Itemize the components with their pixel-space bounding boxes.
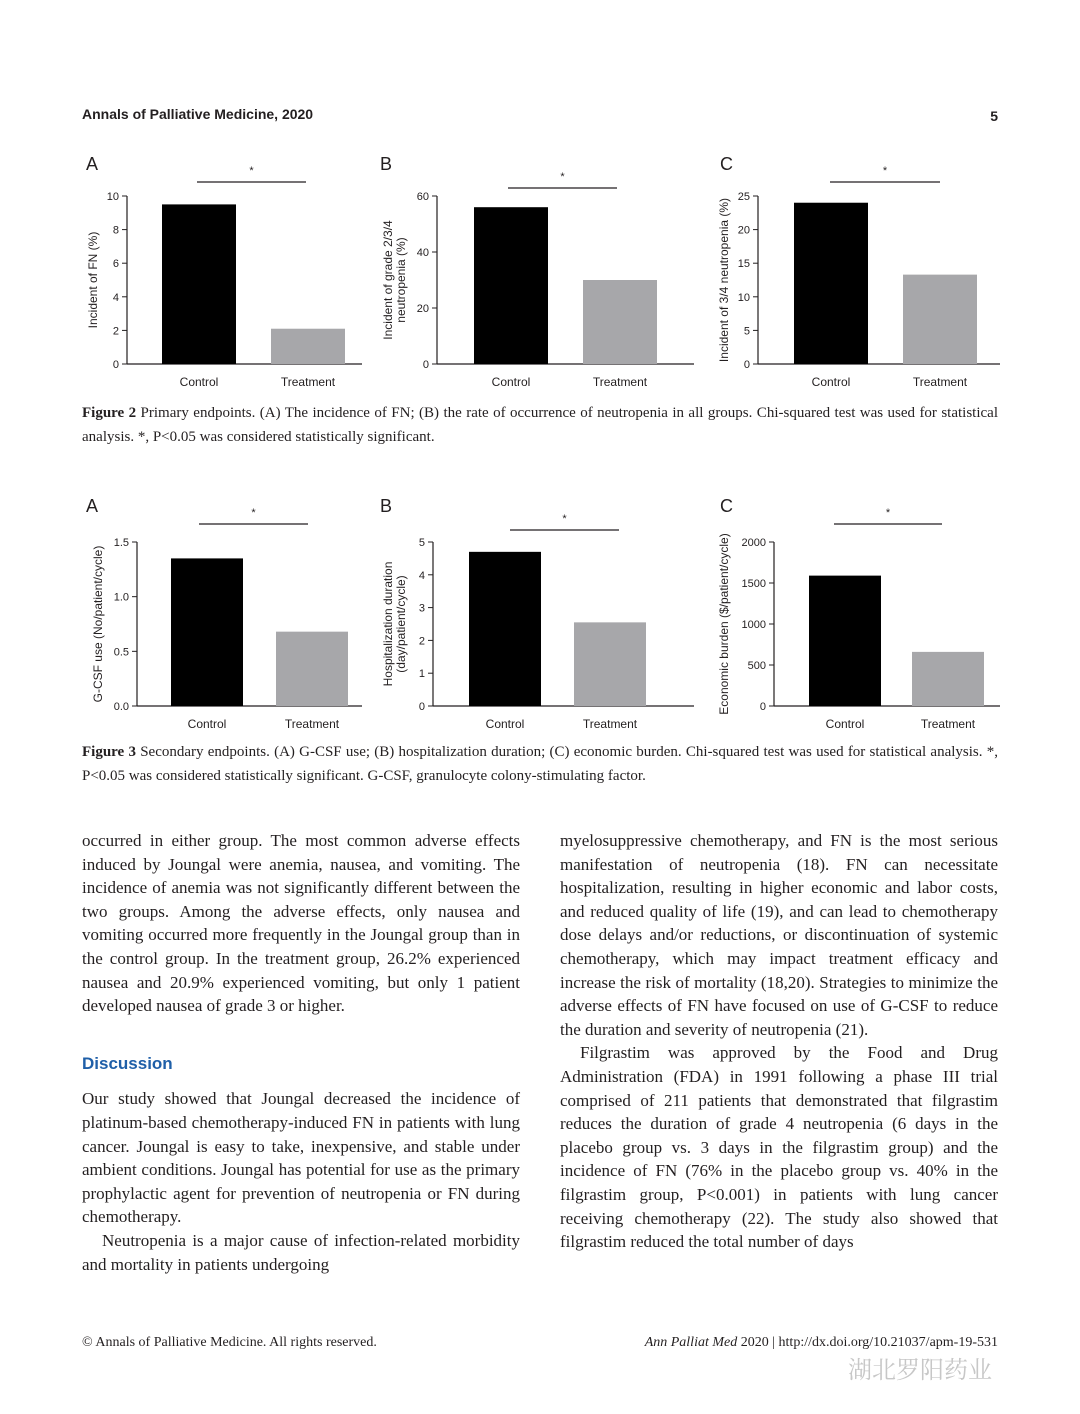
x-tick-label: Treatment: [284, 717, 340, 731]
panel-letter: A: [86, 496, 99, 516]
footer-citation: [645, 1335, 998, 1351]
y-tick-label: 0.5: [113, 646, 129, 659]
figure-3-caption-text: Secondary endpoints. (A) G-CSF use; (B) hospitalization duration; (C) economic burden. Chi-squared test was used for statistical analysis. *, P<0.05 was considered statistically significant. G-CSF, granulocyte colony-stimulating factor.: [82, 744, 998, 784]
x-tick-label: Treatment: [592, 375, 648, 389]
figure-2: [0, 148, 1080, 398]
bar-treatment: [574, 622, 646, 706]
x-tick-label: Control: [187, 717, 227, 731]
y-tick-label: 40: [416, 247, 429, 259]
panel-letter: C: [720, 154, 733, 174]
bar-treatment: [583, 280, 657, 364]
y-tick-label: 20: [416, 303, 429, 315]
significance-star: *: [562, 513, 567, 525]
y-tick-label: 2: [418, 635, 425, 648]
figure-2-caption-text: Primary endpoints. (A) The incidence of FN; (B) the rate of occurrence of neutropenia in all groups. Chi-squared test was used for statistical analysis. *, P<0.05 was considered statistically significant.: [82, 405, 998, 445]
bar-treatment: [276, 632, 348, 706]
body-paragraph: Our study showed that Joungal decreased the incidence of platinum-based chemotherapy-induced FN in patients with lung cancer. Joungal is easy to take, inexpensive, and stable under ambient conditions. Joungal has potential for use as the primary prophylactic agent for prevention of neutropenia or FN during chemotherapy.: [82, 1089, 520, 1227]
panel-letter: C: [720, 496, 733, 516]
panel-letter: B: [380, 154, 393, 174]
x-tick-label: Control: [491, 375, 531, 389]
chart-panel-a: [86, 496, 362, 731]
bar-control: [469, 552, 541, 706]
significance-star: *: [251, 507, 256, 519]
y-tick-label: 1.5: [113, 537, 129, 549]
y-tick-label: 10: [737, 291, 750, 304]
footer-doi: 2020 | http://dx.doi.org/10.21037/apm-19-531: [737, 1335, 998, 1350]
y-tick-label: 20: [737, 224, 750, 237]
y-tick-label: 1.0: [113, 591, 129, 604]
y-tick-label: 0.0: [113, 701, 129, 713]
footer-journal-abbrev: Ann Palliat Med: [644, 1335, 738, 1350]
x-tick-label: Treatment: [912, 375, 968, 389]
y-tick-label: 0: [418, 701, 425, 713]
y-tick-label: 8: [112, 224, 119, 237]
figure-3-caption-label: Figure 3: [82, 744, 136, 760]
bar-treatment: [903, 275, 977, 364]
body-column-right: [560, 829, 998, 1254]
significance-star: *: [560, 171, 565, 183]
running-head: Annals of Palliative Medicine, 2020: [82, 106, 314, 122]
body-paragraph: Neutropenia is a major cause of infection-related morbidity and mortality in patients undergoing: [82, 1230, 520, 1274]
figure-2-caption-label: Figure 2: [82, 405, 137, 421]
footer-copyright: © Annals of Palliative Medicine. All rights reserved.: [82, 1335, 377, 1350]
x-tick-label: Control: [825, 717, 865, 731]
bar-control: [474, 207, 548, 364]
y-tick-label: 0: [743, 359, 750, 371]
chart-panel-a: [86, 154, 362, 389]
page-number: 5: [990, 108, 998, 124]
chart-panel-c: [717, 496, 1000, 731]
y-tick-label: 1000: [741, 619, 766, 631]
significance-star: *: [885, 507, 891, 519]
panel-letter: A: [86, 154, 99, 174]
y-tick-label: 3: [418, 602, 425, 615]
x-tick-label: Treatment: [920, 717, 976, 731]
body-column-left: [82, 829, 520, 1276]
chart-panel-b: [380, 496, 694, 731]
body-paragraph: occurred in either group. The most common adverse effects induced by Joungal were anemia, nausea, and vomiting. The incidence of anemia was not significantly different between the two groups. Among the adverse effects, only nausea and vomiting occurred more frequently in the Joungal group than in the control group. In the treatment group, 26.2% experienced nausea and 20.9% experienced vomiting, but only 1 patient developed nausea of grade 3 or higher.: [82, 831, 520, 1016]
y-tick-label: 500: [747, 660, 766, 672]
y-axis-label: G-CSF use (No/patient/cycle): [91, 545, 105, 703]
bar-control: [162, 204, 236, 364]
body-paragraph: Filgrastim was approved by the Food and Drug Administration (FDA) in 1991 following a phase III trial comprised of 211 patients that demonstrated that filgrastim reduces the duration of grade 4 neutropenia (6 days in the placebo group vs. 3 days in the filgrastim group) and the incidence of FN (76% in the placebo group vs. 40% in the filgrastim group, P<0.001) in patients with lung cancer receiving chemotherapy (22). The study also showed that filgrastim reduced the total number of days: [560, 1043, 998, 1252]
y-tick-label: 15: [737, 258, 750, 271]
chart-panel-c: [717, 154, 1000, 389]
chart-panel-b: [380, 154, 694, 389]
y-tick-label: 4: [418, 569, 425, 582]
figure-3-caption: [82, 740, 998, 788]
bar-control: [171, 558, 243, 706]
figure-2-caption: [82, 401, 998, 449]
y-tick-label: 5: [743, 325, 750, 338]
panel-letter: B: [380, 496, 393, 516]
y-tick-label: 2: [112, 325, 119, 338]
bar-control: [809, 576, 881, 706]
y-tick-label: 0: [759, 701, 766, 713]
x-tick-label: Control: [179, 375, 219, 389]
section-heading-discussion: Discussion: [82, 1053, 173, 1073]
y-tick-label: 6: [112, 258, 119, 271]
y-axis-label: Economic burden ($/patient/cycle): [717, 533, 731, 715]
body-paragraph: myelosuppressive chemotherapy, and FN is the most serious manifestation of neutropenia (18). FN can necessitate hospitalization, resulting in higher economic and labor costs, and reduced quality of life (19), and can lead to chemotherapy dose delays and/or reductions, or discontinuation of systemic chemotherapy, which may impact treatment efficacy and increase the risk of mortality (18,20). Strategies to minimize the adverse effects of FN have focused on use of G-CSF to reduce the duration and severity of neutropenia (21).: [560, 831, 998, 1039]
y-axis-label: Hospitalization duration(day/patient/cycle): [381, 561, 408, 687]
y-tick-label: 10: [106, 191, 119, 203]
bar-treatment: [271, 329, 345, 364]
bar-control: [794, 203, 868, 364]
y-tick-label: 0: [112, 359, 119, 371]
y-tick-label: 1500: [741, 578, 766, 590]
y-tick-label: 5: [418, 537, 425, 549]
y-tick-label: 60: [416, 191, 429, 203]
significance-star: *: [882, 165, 888, 177]
y-axis-label: Incident of 3/4 neutropenia (%): [717, 197, 731, 363]
significance-star: *: [249, 165, 254, 177]
bar-treatment: [912, 652, 984, 706]
figure-3: [0, 490, 1080, 740]
y-axis-label: Incident of grade 2/3/4neutropenia (%): [381, 220, 408, 340]
y-tick-label: 0: [422, 359, 429, 371]
watermark: 湖北罗阳药业: [848, 1356, 992, 1384]
y-tick-label: 2000: [741, 537, 766, 549]
y-tick-label: 1: [418, 668, 425, 681]
x-tick-label: Control: [485, 717, 525, 731]
x-tick-label: Treatment: [582, 717, 638, 731]
y-axis-label: Incident of FN (%): [86, 231, 100, 329]
x-tick-label: Control: [811, 375, 851, 389]
y-tick-label: 4: [112, 291, 119, 304]
y-tick-label: 25: [737, 191, 750, 203]
x-tick-label: Treatment: [280, 375, 336, 389]
